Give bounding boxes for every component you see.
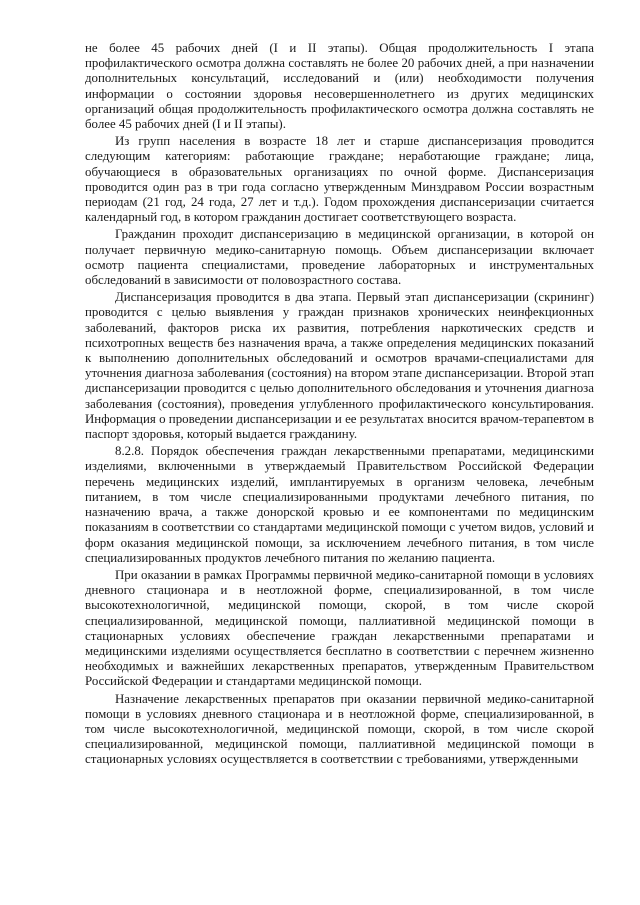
paragraph-1: не более 45 рабочих дней (I и II этапы). Общая продолжительность I этапа профилактического осмотра должна составлять не более 20 рабочих дней, а при назначении дополнительных консультаций, исследований и (или) необходимости получения информации о состоянии здоровья несовершеннолетнего из других медицинских организаций общая продолжительность профилактического осмотра должна составлять не более 45 рабочих дней (I и II этапы). [85, 41, 594, 132]
paragraph-6: При оказании в рамках Программы первичной медико-санитарной помощи в условиях дневного стационара и в неотложной форме, специализированной, в том числе высокотехнологичной, медицинской помощи, скорой, в том числе скорой специализированной, медицинской помощи, паллиативной медицинской помощи в стационарных условиях обеспечение граждан лекарственными препаратами и медицинскими изделиями осуществляется бесплатно в соответствии с перечнем жизненно необходимых и важнейших лекарственных препаратов, утвержденным Правительством Российской Федерации и стандартами медицинской помощи. [85, 567, 594, 689]
paragraph-4: Диспансеризация проводится в два этапа. Первый этап диспансеризации (скрининг) проводится с целью выявления у граждан признаков хронических неинфекционных заболеваний, факторов риска их развития, потребления наркотических средств и психотропных веществ без назначения врача, а также определения медицинских показаний к выполнению дополнительных обследований и осмотров врачами-специалистами для уточнения диагноза заболевания (состояния) на втором этапе диспансеризации. Второй этап диспансеризации проводится с целью дополнительного обследования и уточнения диагноза заболевания (состояния), проведения углубленного профилактического консультирования. Информация о проведении диспансеризации и ее результатах вносится врачом-терапевтом в паспорт здоровья, который выдается гражданину. [85, 290, 594, 442]
paragraph-5: 8.2.8. Порядок обеспечения граждан лекарственными препаратами, медицинскими изделиями, включенными в утверждаемый Правительством Российской Федерации перечень медицинских изделий, имплантируемых в организм человека, лечебным питанием, в том числе специализированными продуктами лечебного питания, по назначению врача, а также донорской кровью и ее компонентами по медицинским показаниям в соответствии со стандартами медицинской помощи с учетом видов, условий и форм оказания медицинской помощи, за исключением лечебного питания, в том числе специализированных продуктов лечебного питания по желанию пациента. [85, 444, 594, 565]
paragraph-2: Из групп населения в возрасте 18 лет и старше диспансеризация проводится следующим категориям: работающие граждане; неработающие граждане; лица, обучающиеся в образовательных организациях по очной форме. Диспансеризация проводится один раз в три года согласно утвержденным Минздравом России возрастным периодам (21 год, 24 года, 27 лет и т.д.). Годом прохождения диспансеризации считается календарный год, в котором гражданин достигает соответствующего возраста. [85, 134, 594, 225]
paragraph-7: Назначение лекарственных препаратов при оказании первичной медико-санитарной помощи в условиях дневного стационара и в неотложной форме, специализированной, в том числе высокотехнологичной, медицинской помощи, скорой, в том числе скорой специализированной, медицинской помощи, паллиативной медицинской помощи в стационарных условиях осуществляется в соответствии с требованиями, утвержденными [85, 691, 594, 767]
paragraph-3: Гражданин проходит диспансеризацию в медицинской организации, в которой он получает первичную медико-санитарную помощь. Объем диспансеризации включает осмотр пациента специалистами, проведение лабораторных и инструментальных обследований в зависимости от половозрастного состава. [85, 227, 594, 288]
